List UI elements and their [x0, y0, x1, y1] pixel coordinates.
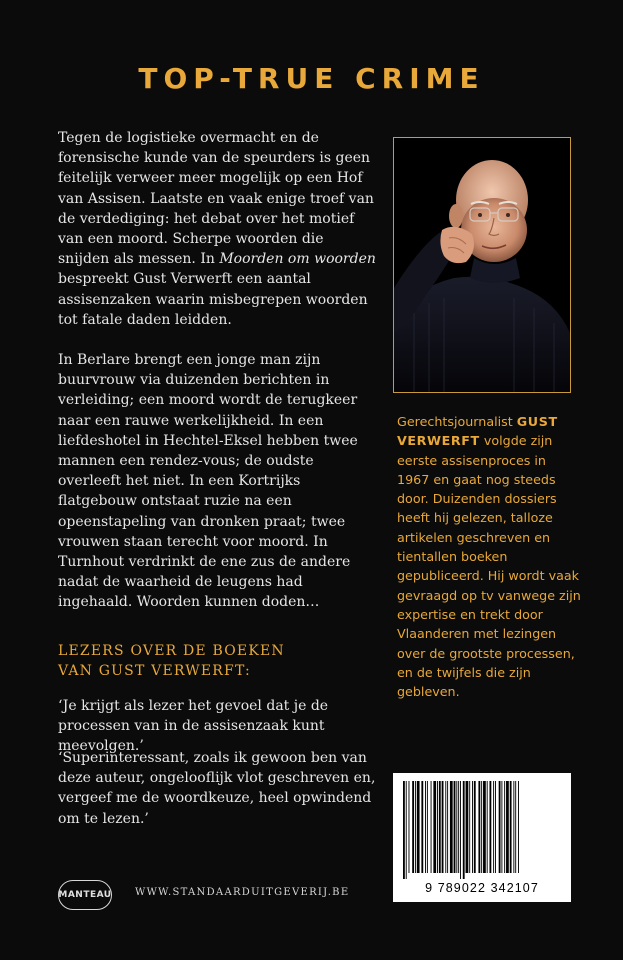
back-cover-blurb: [58, 128, 378, 633]
barcode-bar: [458, 781, 459, 873]
series-title: TOP-TRUE CRIME: [138, 62, 485, 95]
publisher-logo: [58, 880, 112, 910]
publisher-website: WWW.STANDAARDUITGEVERIJ.BE: [135, 887, 350, 898]
barcode-bar: [439, 781, 441, 873]
author-name: GUST VERWERFT: [397, 414, 558, 449]
barcode-bar: [433, 781, 436, 873]
reviews-heading-line-2: VAN GUST VERWERFT:: [58, 663, 251, 679]
blurb-paragraph-1: [58, 128, 378, 330]
barcode-bar: [515, 781, 516, 873]
barcode-bar: [412, 781, 414, 873]
barcode-bar: [513, 781, 514, 873]
barcode-bar: [469, 781, 470, 873]
blurb-p1-text-a: Tegen de logistieke overmacht en de forensische kunde van de speurders is geen feitelijk verweer meer mogelijk op een Hof van Assisen. Laatste en vaak enige troef van de verdediging: het debat over het motief van een moord. Scherpe woorden die snijden als messen. In: [58, 130, 374, 268]
barcode-bar: [481, 781, 482, 873]
barcode-bar: [406, 781, 407, 879]
barcode-bar: [466, 781, 469, 873]
barcode-bar: [409, 781, 410, 873]
book-title: Moorden om woorden: [219, 251, 376, 268]
barcode: [393, 773, 571, 902]
barcode-bar: [501, 781, 502, 873]
reviews-heading-line-1: LEZERS OVER DE BOEKEN: [58, 643, 285, 659]
barcode-bar: [456, 781, 457, 873]
barcode-bar: [483, 781, 486, 873]
barcode-bar: [506, 781, 509, 873]
barcode-bar: [478, 781, 480, 873]
barcode-bar: [487, 781, 488, 873]
barcode-bar: [495, 781, 496, 873]
barcode-bar: [518, 781, 519, 873]
barcode-bar: [460, 781, 461, 879]
publisher-logo-text: MANTEAU: [58, 890, 112, 900]
barcode-bar: [421, 781, 423, 873]
barcode-bar: [499, 781, 501, 873]
barcode-bar: [431, 781, 432, 873]
barcode-bar: [442, 781, 444, 873]
barcode-bar: [510, 781, 512, 873]
barcode-bar: [472, 781, 473, 873]
barcode-bar: [450, 781, 453, 873]
reader-quote-1: ‘Je krijgt als lezer het gevoel dat je de processen van in de assisenzaak kunt meevolgen.’: [58, 698, 329, 755]
author-bio-prefix: Gerechtsjournalist: [397, 414, 517, 429]
isbn-number: 9 789022 342107: [425, 881, 539, 895]
barcode-bar: [437, 781, 438, 873]
barcode-bar: [425, 781, 426, 873]
barcode-bars: [401, 781, 563, 879]
barcode-bar: [415, 781, 416, 873]
author-portrait-image: [394, 138, 571, 393]
barcode-bar: [417, 781, 420, 873]
barcode-bar: [493, 781, 494, 873]
blurb-p1-text-b: bespreekt Gust Verwerft een aantal assisenzaken waarin misbegrepen woorden tot fatale daden leidden.: [58, 271, 368, 328]
reviews-heading: [58, 641, 388, 681]
author-photo: [393, 137, 571, 393]
barcode-bar: [463, 781, 465, 879]
reader-quote-2: ‘Superinteressant, zoals ik gewoon ben van deze auteur, ongelooflijk vlot geschreven en, vergeef me de woordkeuze, heel opwindend om te lezen.’: [58, 750, 376, 827]
barcode-bar: [489, 781, 491, 873]
barcode-bar: [427, 781, 428, 873]
barcode-bar: [454, 781, 456, 873]
barcode-bar: [403, 781, 405, 879]
author-bio-text: volgde zijn eerste assisenproces in 1967 en gaat nog steeds door. Duizenden dossiers heeft hij gelezen, talloze artikelen geschreven en tientallen boeken gepubliceerd. Hij wordt vaak gevraagd op tv vanwege zijn expertise en trekt door Vlaanderen met lezingen over de grootste processen, en de twijfels die zijn gebleven.: [397, 433, 581, 700]
barcode-bar: [474, 781, 476, 873]
blurb-paragraph-2: In Berlare brengt een jonge man zijn buurvrouw via duizenden berichten in verleiding; een moord wordt de terugkeer naar een rauwe werkelijkheid. In een liefdeshotel in Hechtel-Eksel hebben twee mannen een rendez-vous; de oudste overleeft het niet. In een Kortrijks flatgebouw ontstaat ruzie na een opeenstapeling van dronken praat; twee vrouwen staan terecht voor moord. In Turnhout verdrinkt de ene zus de andere nadat de waarheid de leugens had ingehaald. Woorden kunnen doden…: [58, 352, 358, 611]
barcode-bar: [504, 781, 505, 873]
author-bio: [397, 412, 581, 701]
barcode-bar: [445, 781, 446, 873]
barcode-bar: [447, 781, 448, 873]
